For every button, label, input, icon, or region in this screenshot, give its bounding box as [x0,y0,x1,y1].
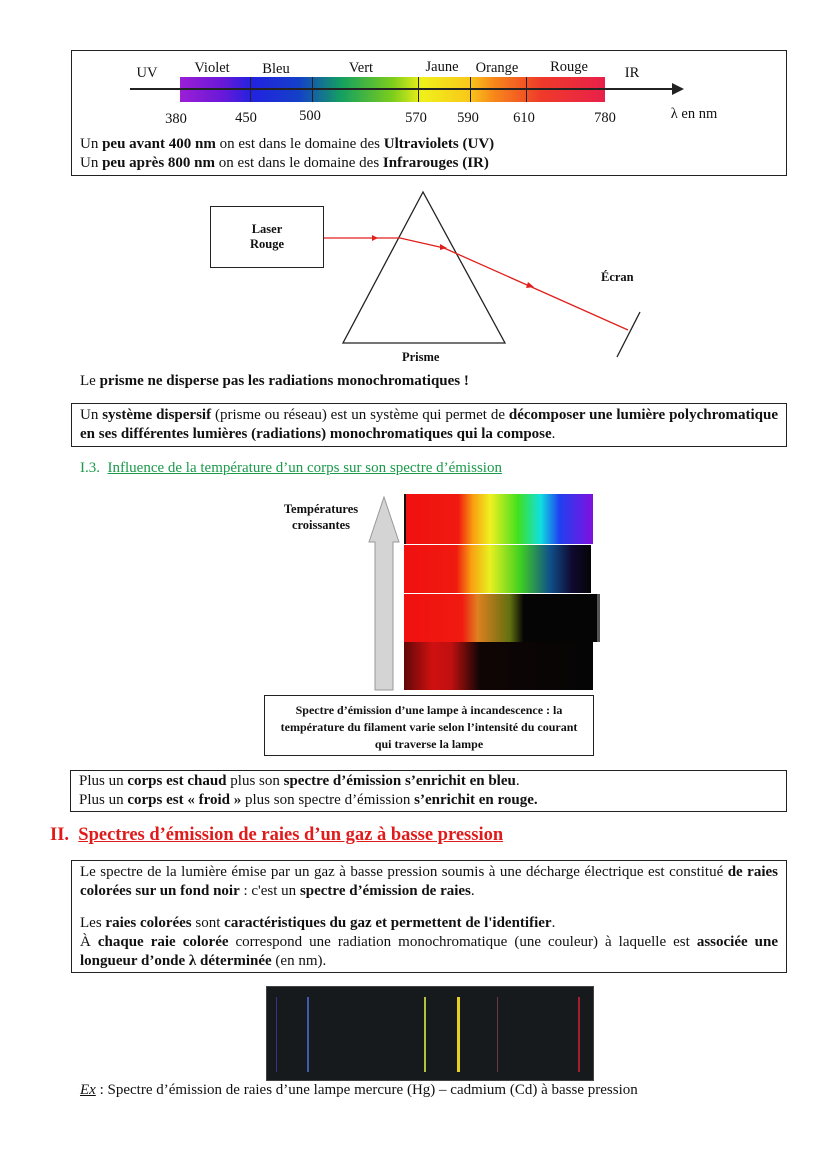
axis-arrow-icon [672,83,684,95]
band-jaune: Jaune [425,59,459,75]
tick-610: 610 [513,110,535,126]
tick-590: 590 [457,110,479,126]
hot-line: Plus un corps est chaud plus son spectre d’émission s’enrichit en bleu. [79,773,520,789]
prism-note: Le prisme ne disperse pas les radiations monochromatiques ! [80,373,469,389]
spectral-line-blue [307,997,309,1072]
tick-570: 570 [405,110,427,126]
spectral-line-dim-red [497,997,498,1072]
beam-arrow-icon [372,235,378,241]
band-violet: Violet [194,60,230,76]
ir-label: IR [624,65,640,81]
dispersive-system-box: Un système dispersif (prisme ou réseau) est un système qui permet de décomposer une lumière polychromatique en ses différentes lumières (radiations) monochromatiques qui la compose. [71,403,787,447]
axis-label: λ en nm [670,106,718,122]
beam-arrow-icon [526,282,534,288]
uv-note: Un peu avant 400 nm on est dans le domaine des Ultraviolets (UV) [80,136,495,152]
spectral-line-yellow [457,997,460,1072]
gas-spectrum-box [71,860,787,973]
spectrum-row-warm [404,594,600,642]
spectral-line-green-yellow [424,997,426,1072]
section-i3-heading: I.3. Influence de la température d’un corps sur son spectre d’émission [80,460,502,476]
spectrum-row-hot [404,545,591,593]
cold-line: Plus un corps est « froid » plus son spectre d’émission s’enrichit en rouge. [79,792,538,808]
screen-label: Écran [601,270,634,284]
section-ii-heading: II. Spectres d’émission de raies d’un gaz à basse pression [50,825,504,845]
visible-spectrum-box [71,50,787,176]
tick-450: 450 [235,110,257,126]
spectral-line-violet [276,997,277,1072]
band-orange: Orange [475,60,519,76]
prism-triangle [343,192,505,343]
spectrum-bar [180,77,605,102]
tick-500: 500 [299,108,321,124]
example-caption: Ex : Spectre d’émission de raies d’une lampe mercure (Hg) – cadmium (Cd) à basse pression [80,1082,638,1098]
band-bleu: Bleu [262,61,290,77]
band-rouge: Rouge [550,59,588,75]
ir-note: Un peu après 800 nm on est dans le domaine des Infrarouges (IR) [80,155,489,171]
gas-paragraph-1: Le spectre de la lumière émise par un gaz à basse pression soumis à une décharge électrique est constitué de raies colorées sur un fond noir : c'est un spectre d’émission de raies. [80,864,778,899]
screen-line [617,312,640,357]
spectrum-row-cool [404,642,593,690]
laser-beam [324,238,628,330]
band-vert: Vert [348,60,374,76]
hg-cd-line-spectrum [266,986,594,1081]
gas-paragraph-3: À chaque raie colorée correspond une radiation monochromatique (une couleur) à laquelle est associée une longueur d’onde λ déterminée (en nm). [80,934,778,969]
spectral-line-red [578,997,580,1072]
uv-label: UV [136,65,158,81]
tick-780: 780 [594,110,616,126]
temperature-arrow-label: Températures croissantes [283,502,359,532]
prism-label: Prisme [402,350,440,364]
gas-paragraph-2: Les raies colorées sont caractéristiques du gaz et permettent de l'identifier. [80,915,556,931]
tick-380: 380 [165,111,187,127]
temperature-caption: Spectre d’émission d’une lampe à incandescence : la température du filament varie selon l’intensité du courant qui traverse la lampe [264,695,594,756]
spectrum-row-hottest [404,494,593,544]
prism-diagram [0,180,828,370]
wavelength-axis [130,88,678,90]
increasing-arrow-icon [364,494,404,692]
hot-cold-box [70,770,787,812]
laser-box: Laser Rouge [210,206,324,268]
